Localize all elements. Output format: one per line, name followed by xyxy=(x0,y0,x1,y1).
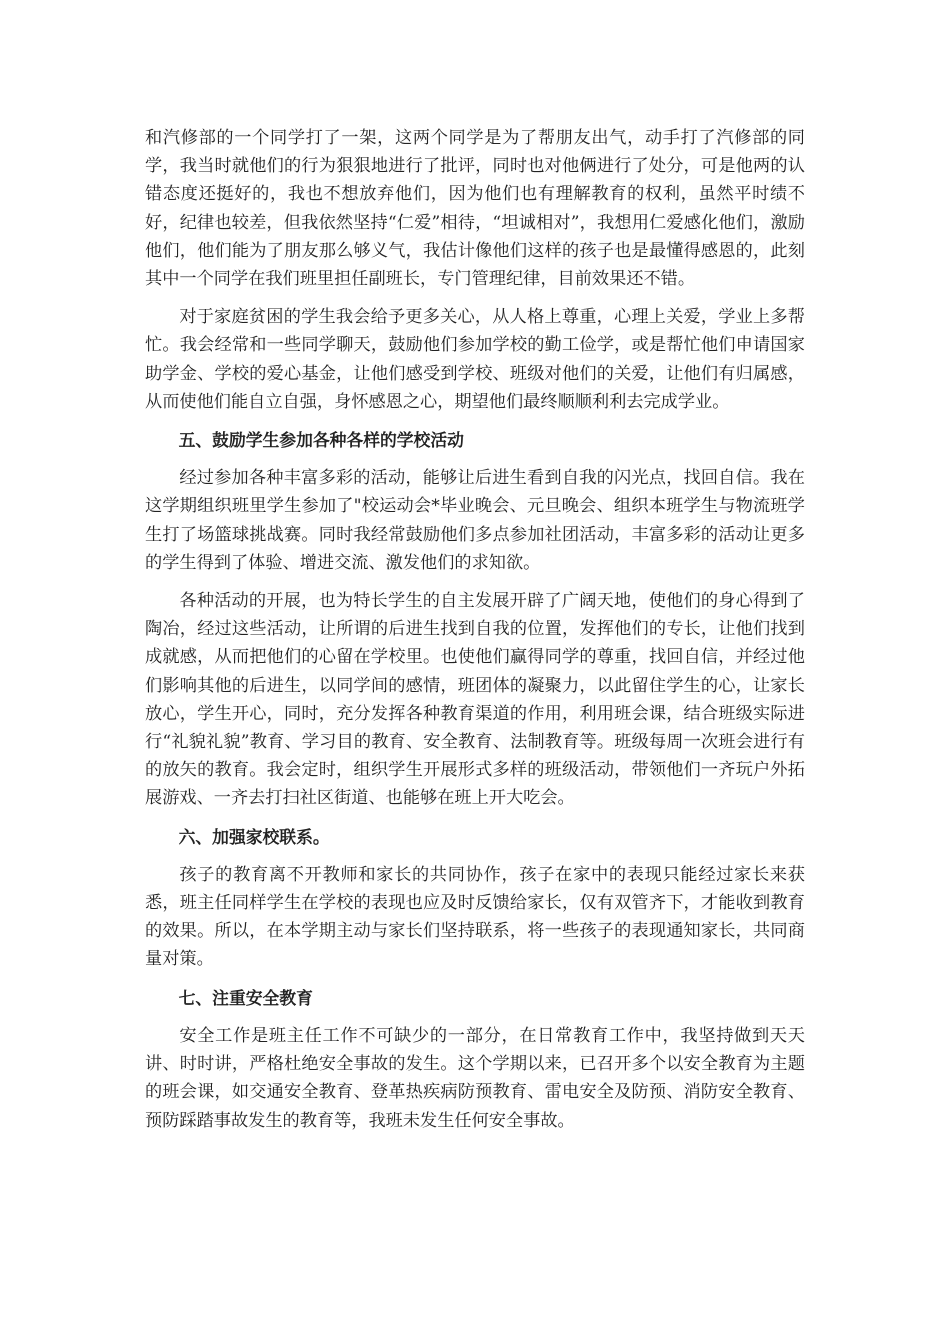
paragraph-home-school: 孩子的教育离不开教师和家长的共同协作，孩子在家中的表现只能经过家长来获悉，班主任同样学生在学校的表现也应及时反馈给家长，仅有双管齐下，才能收到教育的效果。所以，在本学期主动与家长们坚持联系，将一些孩子的表现通知家长，共同商量对策。 xyxy=(145,864,805,970)
heading-section-7: 七、注重安全教育 xyxy=(178,987,313,1008)
paragraph-activities: 经过参加各种丰富多彩的活动，能够让后进生看到自我的闪光点，找回自信。我在这学期组织班里学生参加了"校运动会*毕业晚会、元旦晚会、组织本班学生与物流班学生打了场篮球挑战赛。同时我经常鼓励他们多点参加社团活动，丰富多彩的活动让更多的学生得到了体验、增进交流、激发他们的求知欲。 xyxy=(145,468,805,573)
paragraph-fighting-students: 和汽修部的一个同学打了一架，这两个同学是为了帮朋友出气，动手打了汽修部的同学，我当时就他们的行为狠狠地进行了批评，同时也对他俩进行了处分，可是他两的认错态度还挺好的，我也不想放弃他们，因为他们也有理解教育的权利，虽然平时绩不好，纪律也较差，但我依然坚持“仁爱”相待，“坦诚相对”，我想用仁爱感化他们，激励他们，他们能为了朋友那么够义气，我估计像他们这样的孩子也是最懂得感恩的，此刻其中一个同学在我们班里担任副班长，专门管理纪律，目前效果还不错。 xyxy=(145,128,805,290)
paragraph-activity-benefits: 各种活动的开展，也为特长学生的自主发展开辟了广阔天地，使他们的身心得到了陶冶，经过这些活动，让所谓的后进生找到自我的位置，发挥他们的专长，让他们找到成就感，从而把他们的心留在学校里。也使他们赢得同学的尊重，找回自信，并经过他们影响其他的后进生，以同学间的感情，班团体的凝聚力，以此留住学生的心，让家长放心，学生开心，同时，充分发挥各种教育渠道的作用，利用班会课，结合班级实际进行“礼貌礼貌”教育、学习目的教育、安全教育、法制教育等。班级每周一次班会进行有的放矢的教育。我会定时，组织学生开展形式多样的班级活动，带领他们一齐玩户外拓展游戏、一齐去打扫社区街道、也能够在班上开大吃会。 xyxy=(145,591,805,809)
paragraph-poor-students: 对于家庭贫困的学生我会给予更多关心，从人格上尊重，心理上关爱，学业上多帮忙。我会经常和一些同学聊天，鼓励他们参加学校的勤工俭学，或是帮忙他们申请国家助学金、学校的爱心基金，让他们感受到学校、班级对他们的关爱，让他们有归属感，从而使他们能自立自强，身怀感恩之心，期望他们最终顺顺利利去完成学业。 xyxy=(145,307,805,412)
heading-section-6: 六、加强家校联系。 xyxy=(178,826,330,847)
heading-section-5: 五、鼓励学生参加各种各样的学校活动 xyxy=(178,430,464,451)
paragraph-safety: 安全工作是班主任工作不可缺少的一部分，在日常教育工作中，我坚持做到天天讲、时时讲，严格杜绝安全事故的发生。这个学期以来，已召开多个以安全教育为主题的班会课，如交通安全教育、登革热疾病防预教育、雷电安全及防预、消防安全教育、预防踩踏事故发生的教育等，我班未发生任何安全事故。 xyxy=(145,1025,805,1131)
document-page xyxy=(145,124,805,1145)
